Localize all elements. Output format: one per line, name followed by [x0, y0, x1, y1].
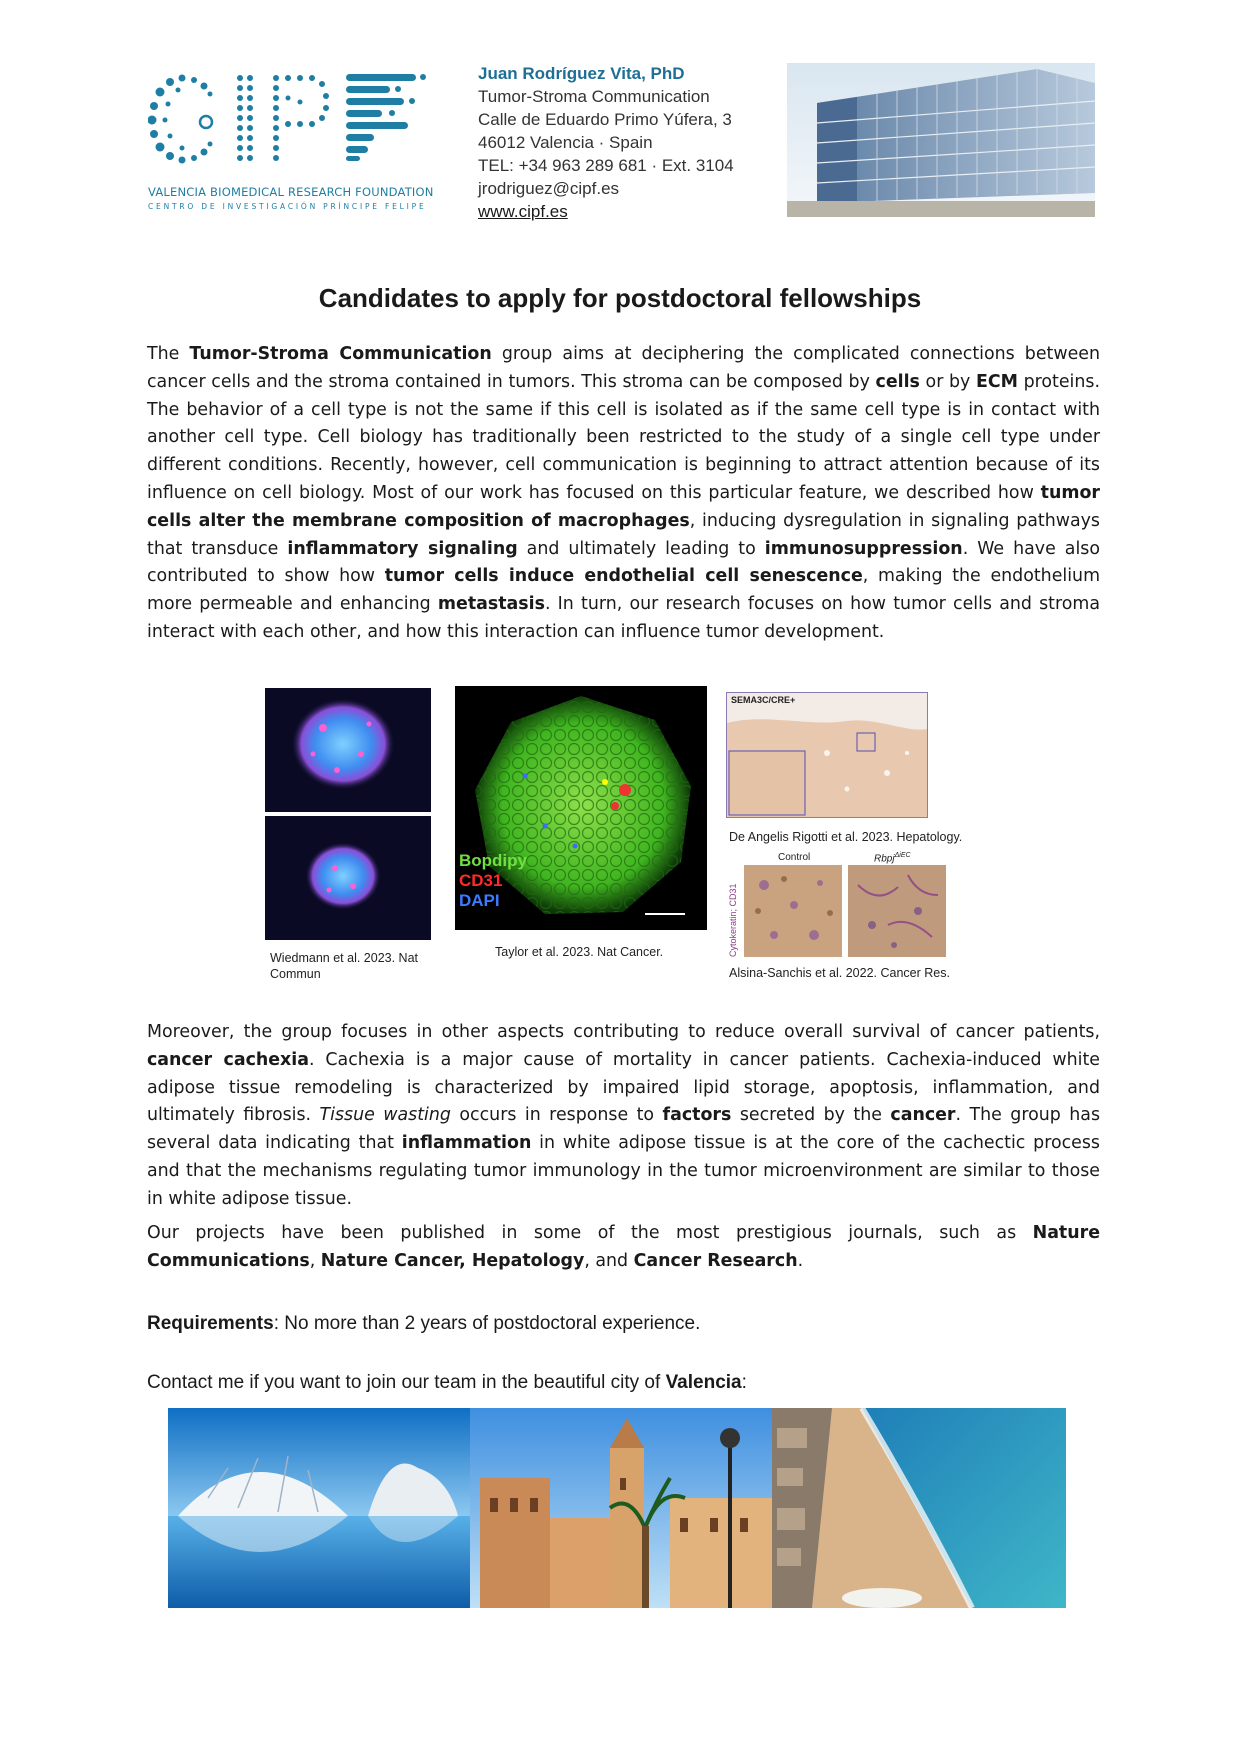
logo-subtitle-foundation: VALENCIA BIOMEDICAL RESEARCH FOUNDATION	[148, 185, 434, 199]
contact_line-run: :	[741, 1372, 747, 1393]
paragraph1-run: Tumor-Stroma Communication	[189, 344, 492, 364]
contact_line-run: Contact me if you want to join our team in the beautiful city of	[147, 1372, 666, 1393]
tissue-micrograph-rbpj	[848, 865, 946, 957]
figure3-panel-control: Control	[778, 852, 811, 863]
paragraph2-run: occurs in response to	[450, 1105, 663, 1126]
contact-city: 46012 Valencia · Spain	[478, 133, 653, 152]
paragraph2-run: in white adipose tissue is at the core of the cachectic process and that the mechanisms regulating tumor immunology in the tumor microenvironment are similar to those in white adipose tissue.	[147, 1133, 1100, 1209]
paragraph2-run: Tissue wasting	[319, 1105, 451, 1126]
figure2-caption: Taylor et al. 2023. Nat Cancer.	[495, 945, 664, 959]
contact-name: Juan Rodríguez Vita, PhD	[478, 64, 685, 83]
contact_line-run: Valencia	[665, 1372, 742, 1393]
paragraph1-run: immunosuppression	[764, 538, 963, 559]
figure3-side-label: Cytokeratin; CD31	[728, 883, 738, 957]
tissue-micrograph-bopdipy	[455, 686, 707, 930]
figure-panel	[262, 688, 972, 988]
paragraph2-run: . Cachexia is a major cause of mortality in cancer patients. Cachexia-induced white adipose tissue remodeling is characterized by impaired lipid storage, apoptosis, inflammation, and ultimately fibrosis.	[147, 1049, 1100, 1126]
paragraph1-run: ECM	[975, 371, 1018, 392]
legend-cd31: CD31	[459, 871, 503, 890]
paragraph-publications	[147, 1220, 1100, 1276]
requirements-run: Requirements	[147, 1313, 274, 1334]
legend-bopdipy: Bopdipy	[459, 851, 527, 870]
paragraph3-run: , and	[584, 1250, 634, 1271]
contact-email[interactable]: jrodriguez@cipf.es	[478, 179, 620, 198]
cipf-logo-mark	[148, 72, 448, 190]
figure3-caption-bottom: Alsina-Sanchis et al. 2022. Cancer Res.	[729, 966, 950, 980]
paragraph1-run: tumor cells alter the membrane composition of macrophages	[147, 482, 1100, 531]
tissue-micrograph-control	[744, 865, 842, 957]
page-title: Candidates to apply for postdoctoral fellowships	[318, 283, 922, 313]
paragraph1-run: and ultimately leading to	[517, 538, 765, 559]
paragraph2-run: inflammation	[401, 1133, 532, 1154]
paragraph2-run: . The group has several data indicating that	[147, 1105, 1101, 1154]
logo-subtitle-centro: CENTRO DE INVESTIGACIÓN PRÍNCIPE FELIPE	[148, 202, 427, 211]
paragraph1-run: , inducing dysregulation in signaling pathways that transduce	[147, 510, 1100, 559]
paragraph1-run: or by	[919, 371, 976, 392]
figure3-panel-rbpj: Rbpj$^{\Delta iEC}$	[874, 852, 911, 865]
contact-block	[478, 62, 778, 223]
contact-phone: TEL: +34 963 289 681 · Ext. 3104	[478, 156, 734, 175]
paragraph3-run: Our projects have been published in some of the most prestigious journals, such as	[147, 1223, 1033, 1243]
paragraph1-run: . We have also contributed to show how	[147, 538, 1100, 587]
paragraph-research-intro	[147, 341, 1100, 647]
paragraph2-run: factors	[662, 1105, 732, 1126]
paragraph1-run: The	[147, 344, 190, 364]
paragraph3-run: Nature Cancer, Hepatology	[320, 1250, 585, 1271]
paragraph-cachexia	[147, 1019, 1100, 1214]
figure3-label: SEMA3C/CRE+	[731, 695, 796, 705]
paragraph2-run: cancer cachexia	[147, 1049, 309, 1070]
paragraph1-run: metastasis	[437, 594, 545, 615]
figure1-caption: Wiedmann et al. 2023. Nat Commun	[270, 951, 418, 981]
paragraph1-run: proteins. The behavior of a cell type is not the same if this cell is isolated as if the same cell type is in contact with another cell type. Cell biology has traditionally been restricted to the study of a single cell type under different conditions. Recently, however, cell communication is beginning to attract attention because of its influence on cell biology. Most of our work has focused on this particular feature, we described how	[147, 371, 1100, 503]
figure3-caption-top: De Angelis Rigotti et al. 2023. Hepatology.	[729, 830, 963, 844]
building-photo	[787, 63, 1095, 217]
paragraph2-run: Moreover, the group focuses in other aspects contributing to reduce overall survival of cancer patients,	[147, 1022, 1100, 1042]
contact-group: Tumor-Stroma Communication	[478, 87, 710, 106]
requirements-run: : No more than 2 years of postdoctoral experience.	[273, 1313, 701, 1334]
valencia-photo-beach	[772, 1408, 1066, 1608]
cipf-logo	[148, 72, 448, 222]
requirements-line	[147, 1311, 1100, 1337]
paragraph1-run: inflammatory signaling	[287, 538, 518, 559]
paragraph2-run: cancer	[890, 1105, 956, 1126]
spheroid-micrograph-1	[265, 688, 431, 812]
paragraph3-run: Nature Communications	[147, 1223, 1100, 1271]
paragraph1-run: cells	[875, 371, 920, 392]
contact-website-link[interactable]: www.cipf.es	[478, 202, 568, 221]
contact-invitation	[147, 1370, 1100, 1396]
paragraph1-run: group aims at deciphering the complicated connections between cancer cells and the stroma contained in tumors. This stroma can be composed by	[147, 344, 1100, 392]
paragraph1-run: tumor cells induce endothelial cell senescence	[384, 566, 863, 587]
paragraph3-run: Cancer Research	[633, 1250, 798, 1271]
paragraph3-run: .	[797, 1250, 804, 1271]
paragraph1-run: . In turn, our research focuses on how tumor cells and stroma interact with each other, and how this interaction can influence tumor development.	[147, 594, 1101, 642]
legend-dapi: DAPI	[459, 891, 500, 910]
valencia-photo-old-town	[470, 1408, 772, 1608]
paragraph3-run: ,	[309, 1250, 321, 1271]
liver-histology-section	[726, 692, 928, 818]
valencia-photo-arts-sciences	[168, 1408, 470, 1608]
contact-street: Calle de Eduardo Primo Yúfera, 3	[478, 110, 732, 129]
spheroid-micrograph-2	[265, 816, 431, 940]
paragraph2-run: secreted by the	[731, 1105, 891, 1126]
paragraph1-run: , making the endothelium more permeable and enhancing	[147, 566, 1101, 615]
